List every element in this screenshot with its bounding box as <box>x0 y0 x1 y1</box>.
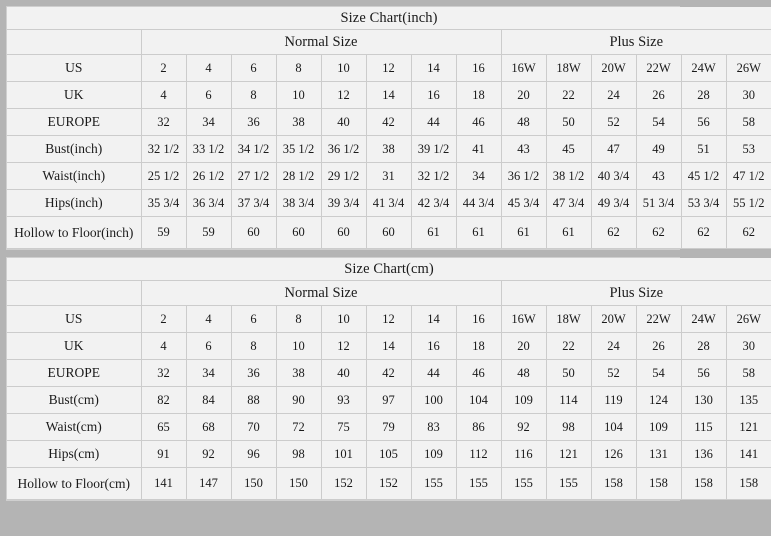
cell: 61 <box>546 217 591 249</box>
row-label: Hips(cm) <box>7 441 141 468</box>
cell: 22W <box>636 306 681 333</box>
cell: 48 <box>501 109 546 136</box>
cell: 12 <box>366 306 411 333</box>
group-row-spacer <box>7 281 141 306</box>
cell: 46 <box>456 109 501 136</box>
cell: 141 <box>726 441 771 468</box>
cell: 32 1/2 <box>411 163 456 190</box>
cell: 42 <box>366 360 411 387</box>
cell: 26 <box>636 333 681 360</box>
cell: 14 <box>366 333 411 360</box>
cell: 27 1/2 <box>231 163 276 190</box>
cell: 152 <box>366 468 411 500</box>
cell: 62 <box>726 217 771 249</box>
row-label: Waist(inch) <box>7 163 141 190</box>
row-label: UK <box>7 82 141 109</box>
cell: 8 <box>276 55 321 82</box>
cell: 98 <box>546 414 591 441</box>
cell: 42 3/4 <box>411 190 456 217</box>
cell: 58 <box>726 360 771 387</box>
table-row <box>7 163 771 190</box>
cell: 6 <box>186 82 231 109</box>
cell: 136 <box>681 441 726 468</box>
cell: 60 <box>276 217 321 249</box>
row-label: Hips(inch) <box>7 190 141 217</box>
cell: 150 <box>276 468 321 500</box>
cell: 121 <box>726 414 771 441</box>
cell: 24W <box>681 55 726 82</box>
chart-title-row <box>7 258 771 281</box>
size-chart-cm <box>6 257 761 501</box>
cell: 124 <box>636 387 681 414</box>
table-row <box>7 217 771 249</box>
cell: 26 <box>636 82 681 109</box>
cell: 150 <box>231 468 276 500</box>
cell: 38 3/4 <box>276 190 321 217</box>
cell: 20W <box>591 306 636 333</box>
cell: 119 <box>591 387 636 414</box>
cell: 4 <box>141 333 186 360</box>
cell: 16W <box>501 55 546 82</box>
cell: 70 <box>231 414 276 441</box>
cell: 50 <box>546 360 591 387</box>
cell: 53 3/4 <box>681 190 726 217</box>
cell: 10 <box>321 55 366 82</box>
row-label: Bust(inch) <box>7 136 141 163</box>
cell: 12 <box>366 55 411 82</box>
cell: 20 <box>501 333 546 360</box>
cell: 82 <box>141 387 186 414</box>
cell: 35 3/4 <box>141 190 186 217</box>
cell: 35 1/2 <box>276 136 321 163</box>
cell: 92 <box>186 441 231 468</box>
row-label: Bust(cm) <box>7 387 141 414</box>
cell: 25 1/2 <box>141 163 186 190</box>
cell: 24W <box>681 306 726 333</box>
cell: 61 <box>411 217 456 249</box>
cell: 34 <box>186 109 231 136</box>
cell: 158 <box>636 468 681 500</box>
cell: 158 <box>681 468 726 500</box>
cell: 12 <box>321 82 366 109</box>
cell: 2 <box>141 55 186 82</box>
cell: 60 <box>321 217 366 249</box>
cell: 41 <box>456 136 501 163</box>
row-label: US <box>7 55 141 82</box>
cell: 33 1/2 <box>186 136 231 163</box>
cell: 38 <box>276 109 321 136</box>
cell: 158 <box>726 468 771 500</box>
cell: 79 <box>366 414 411 441</box>
cell: 10 <box>276 333 321 360</box>
cell: 2 <box>141 306 186 333</box>
cell: 4 <box>186 306 231 333</box>
table-row <box>7 414 771 441</box>
cell: 34 <box>456 163 501 190</box>
cell: 39 1/2 <box>411 136 456 163</box>
cell: 62 <box>636 217 681 249</box>
cell: 92 <box>501 414 546 441</box>
table-row <box>7 136 771 163</box>
cell: 91 <box>141 441 186 468</box>
cell: 54 <box>636 360 681 387</box>
cell: 60 <box>231 217 276 249</box>
cell: 47 <box>591 136 636 163</box>
cell: 31 <box>366 163 411 190</box>
cell: 6 <box>231 306 276 333</box>
cell: 41 3/4 <box>366 190 411 217</box>
cell: 44 <box>411 360 456 387</box>
cell: 158 <box>591 468 636 500</box>
cell: 28 <box>681 82 726 109</box>
cell: 44 3/4 <box>456 190 501 217</box>
cell: 97 <box>366 387 411 414</box>
cell: 36 3/4 <box>186 190 231 217</box>
cell: 86 <box>456 414 501 441</box>
cell: 45 3/4 <box>501 190 546 217</box>
group-row-spacer <box>7 30 141 55</box>
cell: 24 <box>591 333 636 360</box>
cell: 65 <box>141 414 186 441</box>
cell: 18 <box>456 333 501 360</box>
cell: 152 <box>321 468 366 500</box>
cell: 16 <box>456 306 501 333</box>
cell: 40 3/4 <box>591 163 636 190</box>
cell: 12 <box>321 333 366 360</box>
row-label: EUROPE <box>7 360 141 387</box>
cell: 109 <box>636 414 681 441</box>
chart-title: Size Chart(cm) <box>7 258 771 281</box>
cell: 51 3/4 <box>636 190 681 217</box>
cell: 24 <box>591 82 636 109</box>
cell: 34 <box>186 360 231 387</box>
cell: 53 <box>726 136 771 163</box>
cell: 22 <box>546 82 591 109</box>
cell: 26W <box>726 306 771 333</box>
cell: 8 <box>231 333 276 360</box>
row-label: Hollow to Floor(inch) <box>7 217 141 249</box>
chart-group-row <box>7 30 771 55</box>
cell: 131 <box>636 441 681 468</box>
cell: 155 <box>456 468 501 500</box>
cell: 16 <box>411 333 456 360</box>
cell: 36 <box>231 109 276 136</box>
cell: 109 <box>501 387 546 414</box>
cell: 45 <box>546 136 591 163</box>
cell: 30 <box>726 333 771 360</box>
cell: 32 1/2 <box>141 136 186 163</box>
cell: 46 <box>456 360 501 387</box>
row-label: EUROPE <box>7 109 141 136</box>
cell: 16W <box>501 306 546 333</box>
cell: 109 <box>411 441 456 468</box>
cell: 47 3/4 <box>546 190 591 217</box>
cell: 141 <box>141 468 186 500</box>
cell: 20W <box>591 55 636 82</box>
cell: 20 <box>501 82 546 109</box>
row-label: US <box>7 306 141 333</box>
cell: 50 <box>546 109 591 136</box>
cell: 37 3/4 <box>231 190 276 217</box>
cell: 98 <box>276 441 321 468</box>
cell: 38 <box>366 136 411 163</box>
cell: 90 <box>276 387 321 414</box>
cell: 38 <box>276 360 321 387</box>
cell: 155 <box>546 468 591 500</box>
cell: 115 <box>681 414 726 441</box>
cell: 32 <box>141 109 186 136</box>
cell: 68 <box>186 414 231 441</box>
size-chart-inch-table <box>7 7 771 249</box>
cell: 40 <box>321 360 366 387</box>
cell: 16 <box>411 82 456 109</box>
table-row <box>7 441 771 468</box>
cell: 34 1/2 <box>231 136 276 163</box>
cell: 101 <box>321 441 366 468</box>
cell: 36 <box>231 360 276 387</box>
cell: 75 <box>321 414 366 441</box>
cell: 36 1/2 <box>321 136 366 163</box>
table-row <box>7 387 771 414</box>
cell: 28 1/2 <box>276 163 321 190</box>
cell: 42 <box>366 109 411 136</box>
cell: 51 <box>681 136 726 163</box>
group-plus-size: Plus Size <box>501 30 771 55</box>
cell: 29 1/2 <box>321 163 366 190</box>
table-row <box>7 190 771 217</box>
cell: 130 <box>681 387 726 414</box>
cell: 10 <box>276 82 321 109</box>
group-plus-size: Plus Size <box>501 281 771 306</box>
row-label: Hollow to Floor(cm) <box>7 468 141 500</box>
table-row <box>7 82 771 109</box>
cell: 30 <box>726 82 771 109</box>
cell: 104 <box>456 387 501 414</box>
cell: 45 1/2 <box>681 163 726 190</box>
cell: 116 <box>501 441 546 468</box>
cell: 8 <box>276 306 321 333</box>
cell: 56 <box>681 109 726 136</box>
row-label: UK <box>7 333 141 360</box>
cell: 49 3/4 <box>591 190 636 217</box>
cell: 54 <box>636 109 681 136</box>
size-chart-cm-table <box>7 258 771 500</box>
cell: 6 <box>186 333 231 360</box>
cell: 112 <box>456 441 501 468</box>
cell: 155 <box>411 468 456 500</box>
cell: 43 <box>636 163 681 190</box>
cell: 121 <box>546 441 591 468</box>
table-row <box>7 55 771 82</box>
cell: 59 <box>141 217 186 249</box>
cell: 26W <box>726 55 771 82</box>
cell: 60 <box>366 217 411 249</box>
cell: 59 <box>186 217 231 249</box>
table-row <box>7 360 771 387</box>
cell: 52 <box>591 360 636 387</box>
cell: 32 <box>141 360 186 387</box>
cell: 43 <box>501 136 546 163</box>
cell: 44 <box>411 109 456 136</box>
cell: 47 1/2 <box>726 163 771 190</box>
cell: 36 1/2 <box>501 163 546 190</box>
cell: 14 <box>411 55 456 82</box>
chart-title-row <box>7 7 771 30</box>
chart-title: Size Chart(inch) <box>7 7 771 30</box>
cell: 48 <box>501 360 546 387</box>
table-row <box>7 109 771 136</box>
cell: 8 <box>231 82 276 109</box>
cell: 55 1/2 <box>726 190 771 217</box>
cell: 39 3/4 <box>321 190 366 217</box>
cell: 52 <box>591 109 636 136</box>
table-row <box>7 333 771 360</box>
cell: 72 <box>276 414 321 441</box>
cell: 16 <box>456 55 501 82</box>
cell: 4 <box>186 55 231 82</box>
group-normal-size: Normal Size <box>141 281 501 306</box>
cell: 10 <box>321 306 366 333</box>
cell: 14 <box>366 82 411 109</box>
table-row <box>7 468 771 500</box>
cell: 88 <box>231 387 276 414</box>
cell: 83 <box>411 414 456 441</box>
cell: 96 <box>231 441 276 468</box>
cell: 126 <box>591 441 636 468</box>
cell: 22 <box>546 333 591 360</box>
cell: 105 <box>366 441 411 468</box>
cell: 61 <box>456 217 501 249</box>
cell: 135 <box>726 387 771 414</box>
cell: 4 <box>141 82 186 109</box>
row-label: Waist(cm) <box>7 414 141 441</box>
cell: 93 <box>321 387 366 414</box>
cell: 104 <box>591 414 636 441</box>
cell: 22W <box>636 55 681 82</box>
cell: 155 <box>501 468 546 500</box>
cell: 56 <box>681 360 726 387</box>
cell: 6 <box>231 55 276 82</box>
cell: 38 1/2 <box>546 163 591 190</box>
table-row <box>7 306 771 333</box>
cell: 100 <box>411 387 456 414</box>
cell: 18W <box>546 55 591 82</box>
cell: 114 <box>546 387 591 414</box>
cell: 18W <box>546 306 591 333</box>
group-normal-size: Normal Size <box>141 30 501 55</box>
cell: 62 <box>681 217 726 249</box>
cell: 40 <box>321 109 366 136</box>
size-chart-inch <box>6 6 765 250</box>
cell: 26 1/2 <box>186 163 231 190</box>
cell: 84 <box>186 387 231 414</box>
cell: 58 <box>726 109 771 136</box>
cell: 49 <box>636 136 681 163</box>
cell: 62 <box>591 217 636 249</box>
cell: 14 <box>411 306 456 333</box>
cell: 28 <box>681 333 726 360</box>
cell: 61 <box>501 217 546 249</box>
chart-group-row <box>7 281 771 306</box>
cell: 147 <box>186 468 231 500</box>
cell: 18 <box>456 82 501 109</box>
